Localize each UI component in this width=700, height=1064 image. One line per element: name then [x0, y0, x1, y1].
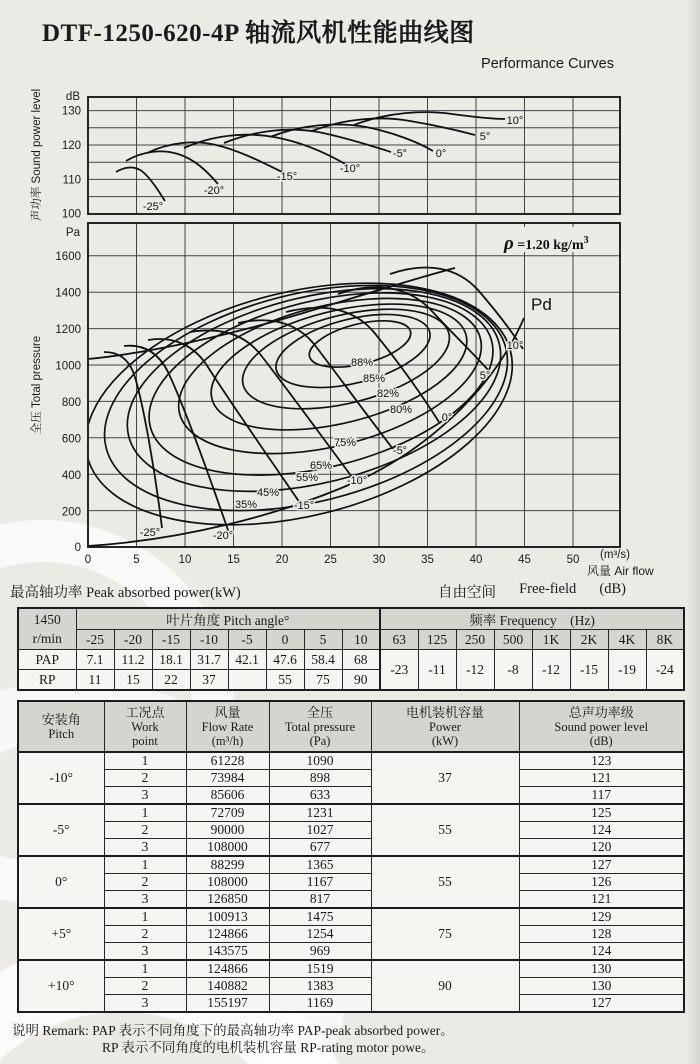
sound-curve-label: -25°: [142, 201, 164, 213]
table-row: 3 85606 633 117: [18, 787, 684, 805]
pitch-cell: 0°: [18, 856, 104, 908]
peak-power-caption: 最高轴功率 Peak absorbed power(kW): [10, 585, 241, 601]
pressure-xtick: 10: [178, 554, 192, 566]
pressure-xtick: 30: [372, 554, 386, 566]
rp-value: [228, 670, 266, 691]
sound-curve-label: -15°: [276, 171, 298, 183]
table-row: 2 73984 898 121: [18, 770, 684, 787]
efficiency-label: 65%: [309, 460, 333, 472]
pressure-ytick: 1600: [55, 251, 81, 263]
table-row: -5° 1 72709 1231 55 125: [18, 804, 684, 822]
pressure-curve-label: 0°: [441, 412, 453, 424]
angle-col: 0: [266, 630, 304, 650]
sound-ytick: 100: [61, 208, 81, 221]
freq-value: -12: [456, 650, 494, 691]
angle-col: 10: [342, 630, 380, 650]
angle-col: -20: [114, 630, 152, 650]
efficiency-label: 80%: [389, 404, 413, 416]
pressure-ytick: 600: [61, 433, 81, 446]
pressure-chart-frame: [88, 223, 620, 547]
pressure-ytick: 200: [61, 506, 81, 519]
col-header-power: 电机装机容量 Power (kW): [371, 701, 519, 752]
pressure-curve-label: -10°: [346, 475, 368, 487]
sound-curve-10: [354, 112, 505, 125]
pressure-ytick: 1200: [55, 324, 81, 336]
efficiency-label: 82%: [376, 388, 400, 400]
efficiency-label: 55%: [295, 472, 319, 484]
pressure-ytick: 1000: [55, 360, 81, 373]
power-cell: 90: [371, 960, 519, 1012]
pressure-curve-label: -5°: [392, 445, 408, 457]
angle-col: -5: [228, 630, 266, 650]
flow-unit-label: (m³/s): [600, 549, 631, 561]
sound-curve-0: [270, 124, 433, 151]
table-row: +5° 1 100913 1475 75 129: [18, 908, 684, 926]
freq-value: -12: [532, 650, 570, 691]
table-row: -10° 1 61228 1090 37 123: [18, 752, 684, 770]
pap-value: 42.1: [228, 650, 266, 670]
pressure-xtick: 25: [324, 554, 337, 566]
sound-curve-label: -20°: [203, 185, 225, 197]
freq-col: 63: [380, 630, 418, 650]
pitch-cell: -10°: [18, 752, 104, 804]
rp-value: 15: [114, 670, 152, 691]
col-header-sound: 总声功率级 Sound power level (dB): [519, 701, 684, 752]
table-row: 2 124866 1254 128: [18, 926, 684, 943]
freq-col: 250: [456, 630, 494, 650]
freq-value: -15: [570, 650, 608, 691]
efficiency-label: 85%: [362, 373, 386, 385]
sound-axis-label: 声功率 Sound power level: [31, 88, 43, 222]
pressure-unit-label: Pa: [65, 227, 80, 239]
pressure-curve-label: -25°: [139, 527, 161, 539]
pressure-curve-label: 5°: [479, 370, 491, 382]
free-field-caption: [438, 581, 626, 602]
rp-value: 37: [190, 670, 228, 691]
power-cell: 37: [371, 752, 519, 804]
sound-ytick: 130: [61, 105, 81, 118]
col-header-workpoint: 工况点 Work point: [104, 701, 186, 752]
table-row: 2 108000 1167 126: [18, 874, 684, 891]
remark-line1: 说明 Remark: PAP 表示不同角度下的最高轴功率 PAP-peak absorbed power。: [12, 1023, 454, 1038]
freq-col: 4K: [608, 630, 646, 650]
power-cell: 55: [371, 856, 519, 908]
pitch-cell: -5°: [18, 804, 104, 856]
table-row: 3 143575 969 124: [18, 943, 684, 961]
sound-curve-neg25: [116, 168, 165, 202]
pressure-xtick: 45: [518, 554, 531, 566]
pd-label: Pd: [531, 295, 552, 314]
pressure-ytick: 1400: [55, 287, 81, 300]
pressure-curve-label: -15°: [293, 500, 315, 512]
pap-value: 47.6: [266, 650, 304, 670]
table-row: 3 108000 677 120: [18, 839, 684, 857]
freq-col: 500: [494, 630, 532, 650]
pressure-ytick: 0: [74, 542, 81, 554]
pressure-curve-label: 10°: [506, 340, 524, 352]
pressure-xtick: 15: [227, 554, 240, 566]
table-row: 2 90000 1027 124: [18, 822, 684, 839]
performance-table: [17, 700, 685, 1013]
freq-value: -19: [608, 650, 646, 691]
remark-line2: RP 表示不同角度的电机装机容量 RP-rating motor powe。: [102, 1040, 435, 1055]
pressure-xtick: 35: [421, 554, 434, 566]
power-cell: 55: [371, 804, 519, 856]
col-header-flowrate: 风量 Flow Rate (m³/h): [186, 701, 269, 752]
air-density-label: ρ =1.20 $kg/m^3$: [504, 233, 589, 254]
freq-value: -23: [380, 650, 418, 691]
free-field-en: Free-field: [519, 581, 577, 597]
sound-grid-lines: [88, 97, 620, 214]
sound-curve-label: 0°: [435, 148, 447, 160]
remark-block: [12, 1022, 454, 1056]
pap-value: 7.1: [76, 650, 114, 670]
sound-curve-label: -10°: [339, 163, 361, 175]
freq-col: 8K: [646, 630, 684, 650]
rp-value: 11: [76, 670, 114, 691]
sound-curve-neg15: [147, 142, 284, 173]
pressure-xtick: 5: [133, 554, 140, 566]
pitch-cell: +10°: [18, 960, 104, 1012]
rp-value: 55: [266, 670, 304, 691]
freq-col: 1K: [532, 630, 570, 650]
sound-ytick: 120: [61, 140, 81, 152]
sound-curve-label: -5°: [392, 148, 408, 160]
col-header-pressure: 全压 Total pressure (Pa): [269, 701, 371, 752]
pap-value: 68: [342, 650, 380, 670]
pressure-xtick: 40: [469, 554, 483, 566]
freq-value: -8: [494, 650, 532, 691]
pitch-angle-header: 叶片角度 Pitch angle°: [76, 608, 380, 630]
angle-col: -25: [76, 630, 114, 650]
pressure-ytick: 400: [61, 470, 81, 482]
angle-col: 5: [304, 630, 342, 650]
table-row: +10° 1 124866 1519 90 130: [18, 960, 684, 978]
efficiency-label: 88%: [350, 357, 374, 369]
col-header-pitch: 安装角 Pitch: [18, 701, 104, 752]
rp-row-label: RP: [18, 670, 76, 691]
page-title: DTF-1250-620-4P 轴流风机性能曲线图: [42, 20, 475, 47]
pressure-axis-label: 全压 Total pressure: [31, 335, 43, 435]
sound-unit-label: dB: [65, 91, 80, 103]
surge-line: [88, 268, 455, 359]
sound-curve-label: 10°: [506, 115, 524, 127]
pressure-grid-lines: [88, 223, 620, 547]
sound-curve-neg10: [184, 135, 347, 165]
table-row: 0° 1 88299 1365 55 127: [18, 856, 684, 874]
sound-ytick: 110: [62, 174, 81, 187]
performance-curves-label: Performance Curves: [481, 56, 614, 72]
pitch-cell: +5°: [18, 908, 104, 960]
freq-value: -11: [418, 650, 456, 691]
pap-value: 18.1: [152, 650, 190, 670]
efficiency-label: 35%: [234, 499, 258, 511]
sound-curve-label: 5°: [479, 131, 491, 143]
efficiency-label: 75%: [333, 437, 357, 449]
table-row: 3 126850 817 121: [18, 891, 684, 909]
pressure-xtick: 0: [84, 554, 92, 566]
table-row: 2 140882 1383 130: [18, 978, 684, 995]
rp-value: 90: [342, 670, 380, 691]
pap-value: 58.4: [304, 650, 342, 670]
frequency-header: 频率 Frequency (Hz): [380, 608, 684, 630]
sound-chart: [29, 89, 620, 221]
pap-row-label: PAP: [18, 650, 76, 670]
free-field-cn: 自由空间: [438, 585, 496, 601]
pap-value: 11.2: [114, 650, 152, 670]
rp-value: 22: [152, 670, 190, 691]
pitch-angle-table: [17, 607, 685, 691]
angle-col: -15: [152, 630, 190, 650]
pressure-xtick: 20: [275, 554, 289, 566]
table-row: 3 155197 1169 127: [18, 995, 684, 1013]
freq-value: -24: [646, 650, 684, 691]
free-field-unit: (dB): [599, 581, 626, 597]
pressure-xtick: 50: [566, 554, 580, 566]
rp-value: 75: [304, 670, 342, 691]
sound-curve-5: [312, 118, 475, 135]
pressure-curve-neg25: [104, 352, 162, 528]
pressure-ytick: 800: [61, 397, 81, 409]
flow-axis-label: 风量 Air flow: [587, 564, 654, 578]
freq-col: 125: [418, 630, 456, 650]
pressure-chart: [29, 223, 654, 578]
power-cell: 75: [371, 908, 519, 960]
sound-curve-neg5: [224, 130, 391, 152]
pap-value: 31.7: [190, 650, 228, 670]
rpm-cell: 1450 r/min: [18, 608, 76, 650]
pressure-curve-label: -20°: [212, 530, 234, 542]
angle-col: -10: [190, 630, 228, 650]
freq-col: 2K: [570, 630, 608, 650]
efficiency-label: 45%: [256, 487, 280, 499]
